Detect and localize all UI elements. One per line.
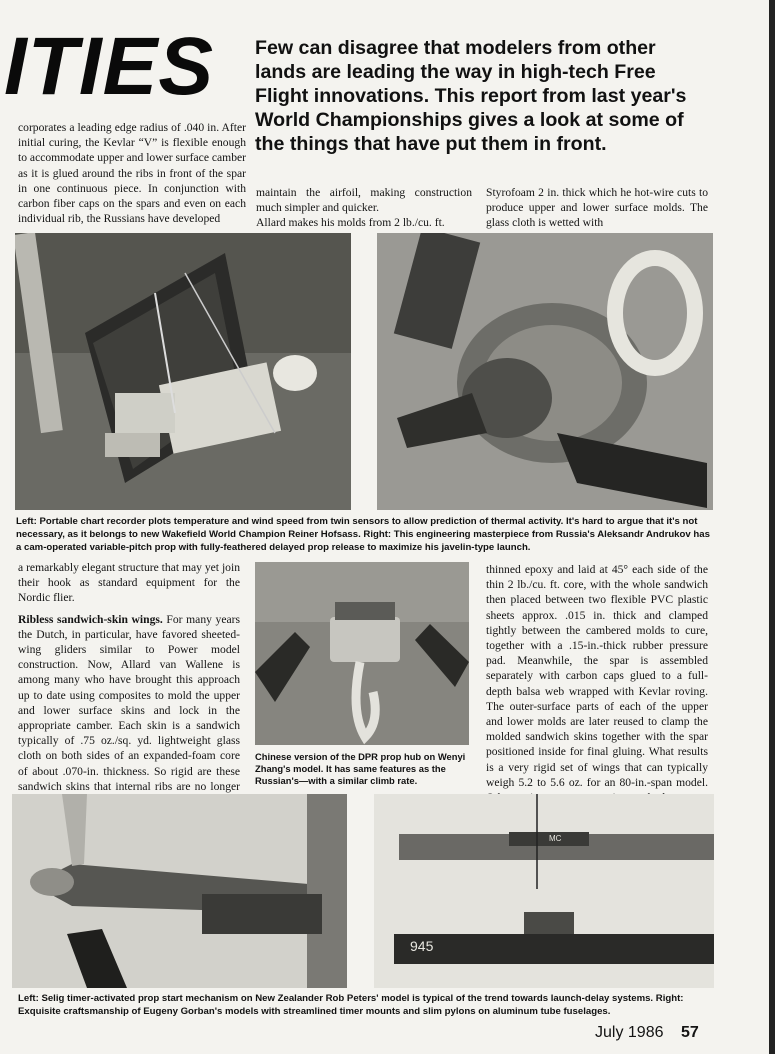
caption-top: Left: Portable chart recorder plots temperature and wind speed from twin sensors to allow prediction of thermal activity. It's hard to argue that it's not necessary, as it belongs to new Wakefield World Champion Reiner Hofsass. Right: This engineering masterpiece from Russia's Aleksandr Andrukov has a cam-operated variable-pitch prop with fully-feathered delayed prop release to maximize his javelin-type launch. (16, 516, 710, 553)
title-word: ITIES (4, 21, 215, 112)
page-edge-shadow (769, 0, 775, 1054)
chinese-hub-illustration (255, 562, 469, 745)
section-heading-ribless: Ribless sandwich-skin wings. (18, 612, 163, 626)
chinese-prop-hub-photo (255, 562, 469, 745)
footer-date: July 1986 (595, 1024, 664, 1041)
chart-recorder-illustration (15, 233, 351, 510)
mid-column-3: thinned epoxy and laid at 45° each side of the thin 2 lb./cu. ft. core, with the whole sandwich then placed between two flexible PVC plastic sheets approx. .015 in. thick and clamped tightly between the cambered molds to cure, together with a .15-in.-thick rubber pressure pad. Meanwhile, the spar is assembled separately with carbon caps glued to a full-depth balsa web wrapped with Kevlar roving. The outer-surface parts of each of the upper and lower molds are later reused to clamp the molded sandwich skins together with the spar positioned inside for final gluing. What results is a very rigid set of wings that can typically weigh 5.2 to 5.6 oz. for an 80-in.-span model. (486, 563, 708, 789)
chart-recorder-photo (15, 233, 351, 510)
caption-mid: Chinese version of the DPR prop hub on Wenyi Zhang's model. It has same features as the Russian's—with a similar climb rate. (255, 751, 466, 786)
gorban-fuselage-photo (374, 794, 714, 988)
top-column-1: corporates a leading edge radius of .040 in. After initial curing, the Kevlar “V” is flexible enough to accommodate upper and lower surface camber as it is glued around the ribs in front of the spar in one continuous piece. In conjunction with carbon fiber caps on the spars and even on each individual rib, the Russians have developed (18, 121, 246, 226)
page-number: 57 (681, 1024, 699, 1041)
selig-timer-illustration (12, 794, 347, 988)
mid-column-1-intro: a remarkably elegant structure that may yet join their hook as standard equipment for the Nordic flier. (18, 561, 240, 605)
mid-column-1-body: For many years the Dutch, in particular, have favored sheeted-wing gliders similar to Power model construction. Now, Allard van Wallene is among many who have brought this approach up to date using composites to mold the upper and lower surface skins and lock in the appropriate camber. Each skin is a sandwich typically of .75 oz./sq. yd. lightweight glass cloth on both sides of an expanded-foam core of about .070-in. thickness. So rigid are these sandwich skins that internal ribs are no longer (18, 612, 240, 793)
mid-column-1 (18, 560, 240, 809)
gorban-illustration (374, 794, 714, 988)
top-column-2: maintain the airfoil, making construction much simpler and quicker. Allard makes his molds from 2 lb./cu. ft. (256, 186, 472, 230)
article-deck: Few can disagree that modelers from other lands are leading the way in high-tech Free Flight innovations. This report from last year's World Championships gives a look at some of the things that have put them in front. (255, 37, 687, 155)
russian-prop-hub-photo (377, 233, 713, 510)
caption-bottom: Left: Selig timer-activated prop start mechanism on New Zealander Rob Peters' model is typical of the trend towards launch-delay systems. Right: Exquisite craftsmanship of Eugeny Gorban's models with streamlined timer mounts and slim pylons on aluminum tube fuselages. (18, 993, 684, 1017)
top-column-3: Styrofoam 2 in. thick which he hot-wire cuts to produce upper and lower surface molds. The glass cloth is wetted with (486, 186, 708, 230)
selig-timer-photo (12, 794, 347, 988)
fuselage-marking: 945 (410, 938, 434, 954)
prop-hub-illustration (377, 233, 713, 510)
fuselage-marking-upper: MC (549, 834, 562, 843)
